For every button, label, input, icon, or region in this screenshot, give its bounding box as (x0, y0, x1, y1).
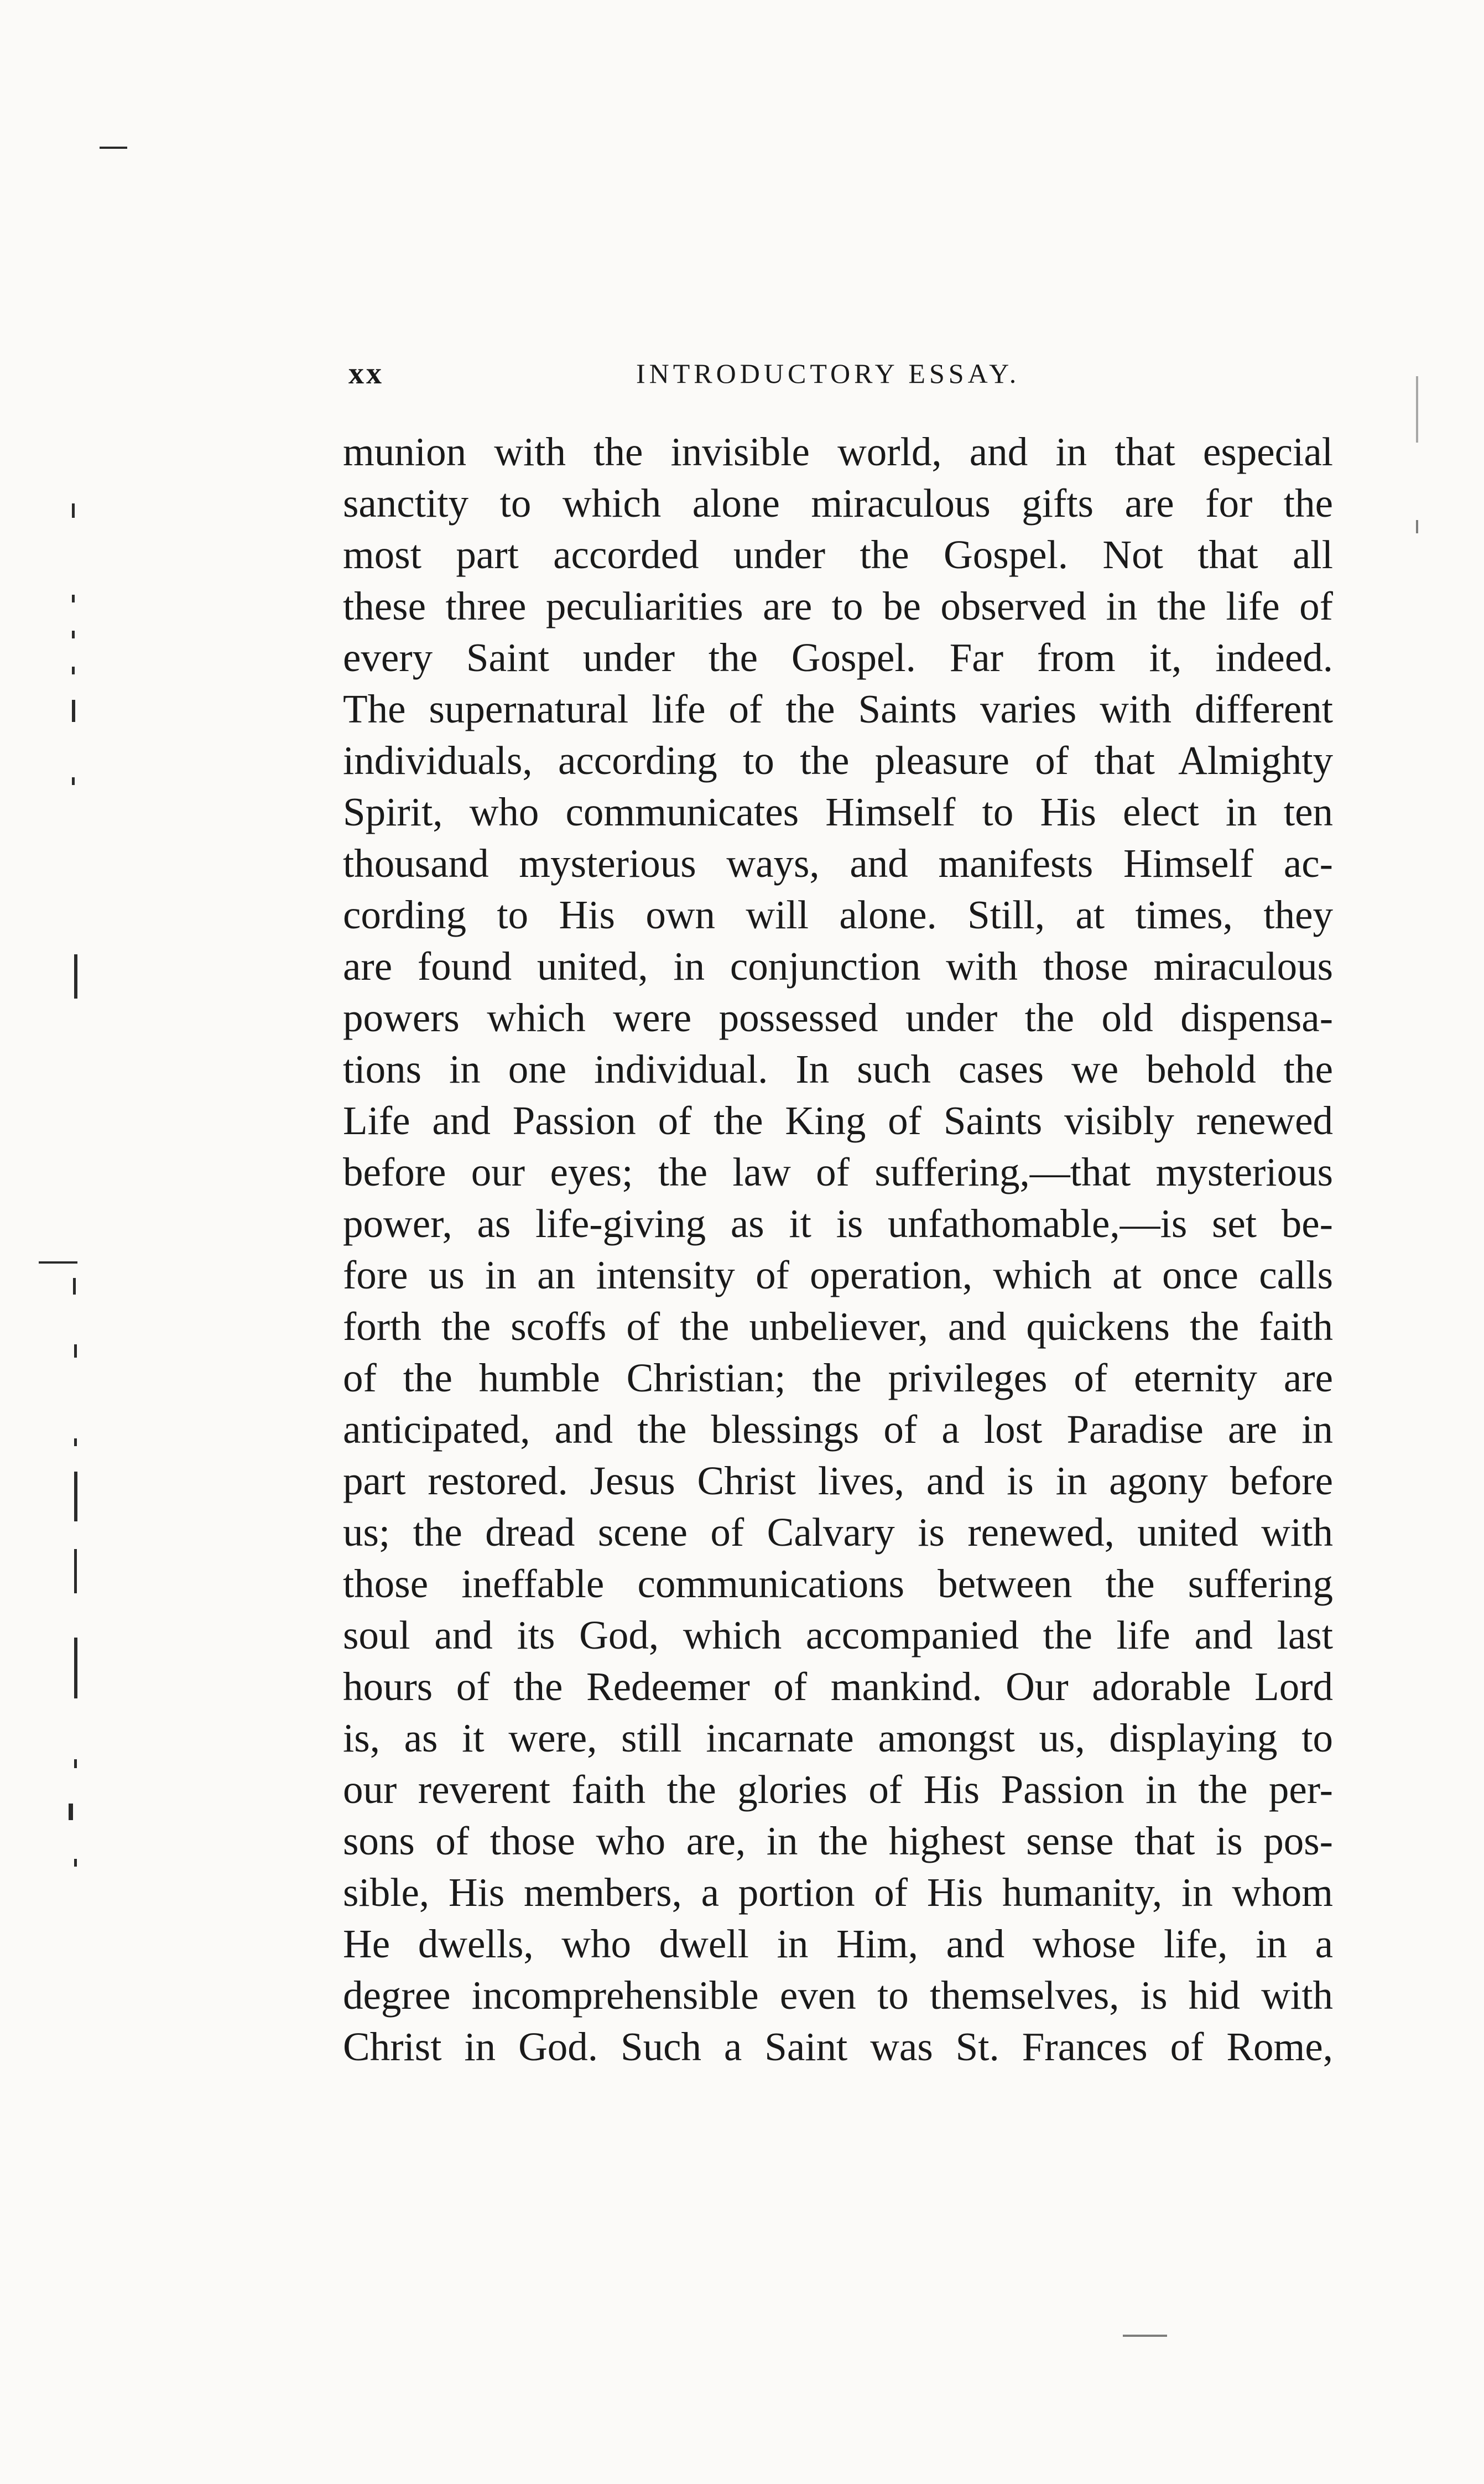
text-line: these three peculiarities are to be observed in the life of (343, 584, 1333, 628)
text-line: those ineffable communications between the suffering (343, 1561, 1333, 1606)
gutter-mark (72, 631, 75, 638)
text-line: cording to His own will alone. Still, at times, they (343, 892, 1333, 937)
gutter-mark (74, 1344, 77, 1358)
gutter-mark (74, 1759, 77, 1768)
gutter-mark (72, 503, 75, 518)
running-head (348, 354, 1327, 393)
gutter-mark (74, 1438, 77, 1446)
text-line: forth the scoffs of the unbeliever, and quickens the faith (343, 1304, 1333, 1349)
gutter-mark (72, 667, 75, 674)
text-line: individuals, according to the pleasure of that Almighty (343, 738, 1333, 783)
gutter-mark (74, 954, 77, 999)
gutter-mark (74, 1549, 77, 1593)
gutter-mark (1416, 376, 1418, 443)
text-line: thousand mysterious ways, and manifests Himself ac- (343, 841, 1333, 886)
text-line: every Saint under the Gospel. Far from it, indeed. (343, 635, 1333, 680)
gutter-mark (74, 1859, 77, 1867)
gutter-mark (72, 595, 75, 602)
text-line: most part accorded under the Gospel. Not that all (343, 532, 1333, 577)
text-line: soul and its God, which accompanied the life and last (343, 1613, 1333, 1657)
gutter-mark (74, 1472, 77, 1521)
gutter-mark (74, 1638, 77, 1698)
text-line: is, as it were, still incarnate amongst us, displaying to (343, 1716, 1333, 1760)
text-line: He dwells, who dwell in Him, and whose life, in a (343, 1921, 1333, 1966)
gutter-mark (72, 700, 75, 722)
text-line: of the humble Christian; the privileges of eternity are (343, 1355, 1333, 1400)
text-line: sons of those who are, in the highest sense that is pos- (343, 1818, 1333, 1863)
body-text (343, 426, 1333, 2072)
text-line: our reverent faith the glories of His Passion in the per- (343, 1767, 1333, 1812)
text-line: part restored. Jesus Christ lives, and is in agony before (343, 1458, 1333, 1503)
text-line: fore us in an intensity of operation, which at once calls (343, 1253, 1333, 1297)
gutter-mark (1416, 520, 1418, 533)
text-line: munion with the invisible world, and in that especial (343, 429, 1333, 474)
text-line: The supernatural life of the Saints varies with different (343, 687, 1333, 731)
page-number: xx (348, 356, 384, 391)
text-line: us; the dread scene of Calvary is renewed, united with (343, 1510, 1333, 1555)
text-line: Life and Passion of the King of Saints visibly renewed (343, 1098, 1333, 1143)
text-line: power, as life-giving as it is unfathomable,—is set be- (343, 1201, 1333, 1246)
gutter-mark (73, 1278, 76, 1295)
text-line: sible, His members, a portion of His humanity, in whom (343, 1870, 1333, 1915)
text-line: tions in one individual. In such cases we behold the (343, 1047, 1333, 1092)
text-line: degree incomprehensible even to themselves, is hid with (343, 1973, 1333, 2018)
gutter-mark (39, 1261, 77, 1264)
gutter-mark (100, 147, 127, 149)
gutter-mark (1123, 2335, 1167, 2337)
text-line: sanctity to which alone miraculous gifts are for the (343, 481, 1333, 526)
text-line: are found united, in conjunction with those miraculous (343, 944, 1333, 989)
gutter-mark (69, 1804, 73, 1820)
text-line: powers which were possessed under the old dispensa- (343, 995, 1333, 1040)
text-line: hours of the Redeemer of mankind. Our adorable Lord (343, 1664, 1333, 1709)
text-line: anticipated, and the blessings of a lost Paradise are in (343, 1407, 1333, 1452)
running-head-title: INTRODUCTORY ESSAY. (636, 358, 1020, 389)
gutter-mark (72, 777, 75, 785)
text-line: Christ in God. Such a Saint was St. Frances of Rome, (343, 2024, 1333, 2069)
text-line: Spirit, who communicates Himself to His elect in ten (343, 789, 1333, 834)
text-line: before our eyes; the law of suffering,—that mysterious (343, 1150, 1333, 1194)
